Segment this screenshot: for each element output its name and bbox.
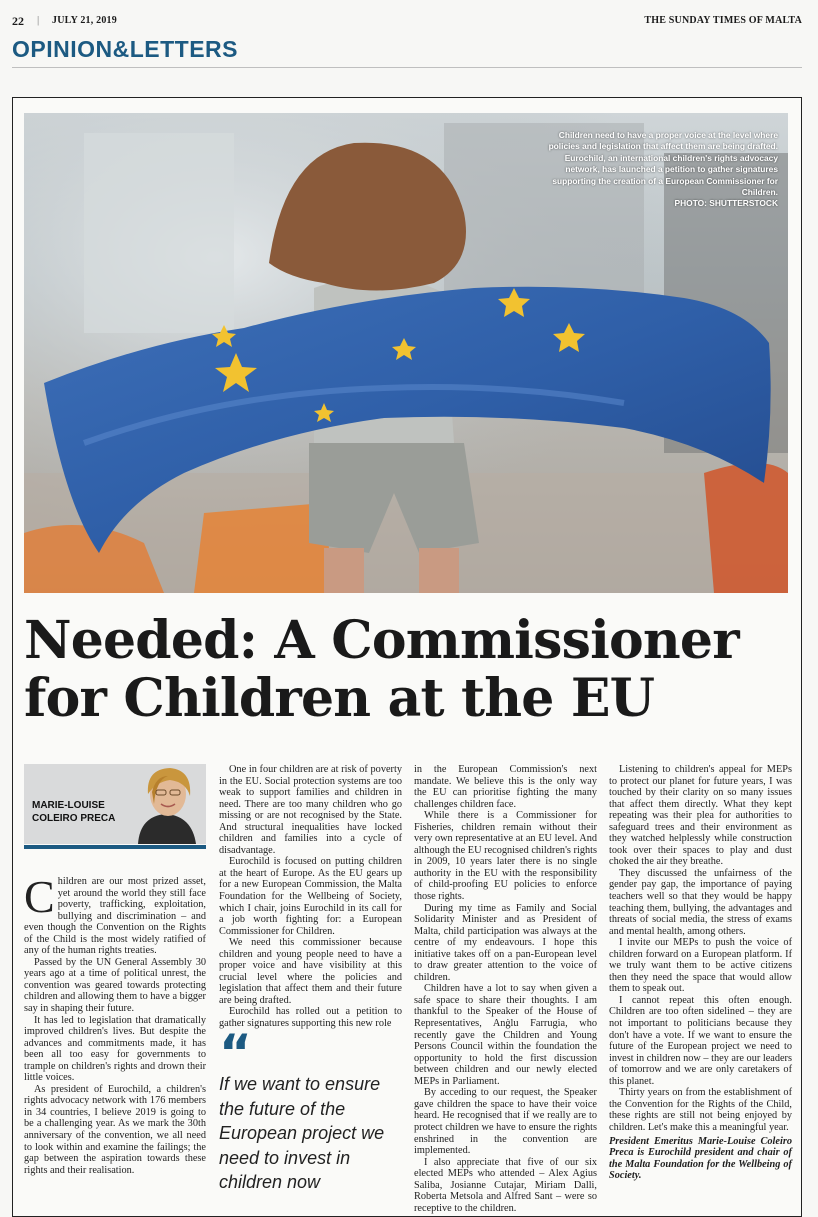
article-paragraph: I cannot repeat this often enough. Children are too often sidelined – they are not important to politicians because they don't have a vote. If we want to ensure the future of the European project we need to invest in children now – they are our leaders of tomorrow and we are only caretakers of this planet. [609,994,792,1087]
article-paragraph: in the European Commission's next mandate. We believe this is the only way the EU can prioritise fighting the many challenges children face. [414,764,597,810]
masthead [12,14,802,30]
photo-credit: PHOTO: SHUTTERSTOCK [674,198,778,209]
article-paragraph: Eurochild has rolled out a petition to gather signatures supporting this new role [219,1006,402,1030]
article-paragraph: Passed by the UN General Assembly 30 years ago at a time of political unrest, the convention was geared towards protecting children and allowing them to have a bigger say in shaping their future. [24,956,206,1015]
section-title: OPINION&LETTERS [12,36,239,62]
headline-line-2: for Children at the EU [24,668,655,729]
article-paragraph: By acceding to our request, the Speaker gave children the space to have their voice heard. He recognised that if we really are to protect children we have to ensure the rights enshrined in the convention are implemented. [414,1087,597,1157]
article-paragraph: Eurochild is focused on putting children at the heart of Europe. As the EU gears up for a new European Commission, the Malta Foundation for the Wellbeing of Society, which I chair, joins Eurochild in its call for a job worth fighting for: a European Commissioner for Children. [219,856,402,937]
author-first-name: MARIE-LOUISE [32,800,105,811]
orange-blur-right [704,463,788,593]
article-paragraph: Children have a lot to say when given a safe space to share their thoughts. I am thankful to the Speaker of the House of Representatives, Anġlu Farrugia, who recently gave the Children and Young Persons Council within the foundation the opportunity to hold the first discussion between children and our newly elected MEPs in Parliament. [414,983,597,1087]
article-paragraph: As president of Eurochild, a children's rights advocacy network with 176 members in 34 countries, I believe 2019 is going to be a challenging year. As we mark the 30th anniversary of the convention, we all need to look within and examine the failings; the gap between the aspiration towards these rights and their realisation. [24,1083,206,1176]
article-paragraph: Children are our most prized asset, yet around the world they still face poverty, trafficking, exploitation, bullying and discrimination – and even though the Convention on the Rights of the Child is the most widely ratified of any of the human rights treaties. [24,871,206,957]
article-paragraph: Thirty years on from the establishment of the Convention for the Rights of the Child, these rights are still not being enjoyed by children. Let's make this a meaningful year. [609,1087,792,1133]
masthead-separator: | [37,14,40,26]
article-photo [24,113,788,593]
author-photo [126,764,206,844]
drop-cap: C [24,871,55,922]
article-paragraph: We need this commissioner because children and young people need to have a proper voice and have visibility at this crucial level where the policies and legislation that affect them and their future are being drafted. [219,937,402,1006]
author-divider [24,845,206,849]
quote-icon: “ [219,1024,252,1082]
article-column-1 [24,871,206,1176]
article-paragraph: During my time as Family and Social Solidarity Minister and as President of Malta, child participation was always at the centre of my endeavours. I hope this initiative takes off on a pan-European level to draw greater attention to the voice of children. [414,902,597,983]
article-paragraph: One in four children are at risk of poverty in the EU. Social protection systems are too weak to support families and children in need. There are too many children who go missing or are not recognised by the State. And structural inequalities have locked children and families into a cycle of disadvantage. [219,764,402,856]
author-box [24,764,206,844]
section-header [12,34,802,68]
building-left [84,133,234,333]
child-leg-right [419,548,459,593]
photo-caption [538,130,778,210]
article-paragraph: It has led to legislation that dramatically improved children's lives. But despite the advances and commitments made, it has been all too easy for governments to trample on children's rights and drown their little voices. [24,1014,206,1084]
author-name [32,799,115,825]
article-column-3 [414,764,597,1214]
headline-line-1: Needed: A Commissioner [24,610,739,671]
photo-caption-text: Children need to have a proper voice at the level where policies and legislation that affect them are being drafted. Eurochild, an international children's rights advocacy network, has launched a petition to gather signatures supporting the creation of a European Commissioner for Children. [548,130,778,198]
headline [24,612,794,728]
article-column-2 [219,764,402,1030]
article-paragraph: I also appreciate that five of our six elected MEPs who attended – Alex Agius Saliba, Josianne Cutajar, Miriam Dalli, Roberta Metsola and Alfred Sant – were so receptive to the children. [414,1156,597,1214]
page-number: 22 [12,14,24,28]
article-column-4 [609,764,792,1182]
newspaper-name: THE SUNDAY TIMES OF MALTA [644,15,802,26]
article-paragraph: I invite our MEPs to push the voice of children forward on a European platform. If we truly want them to be active citizens then they need the space that would allow them to speak out. [609,937,792,995]
author-last-name: COLEIRO PRECA [32,813,116,824]
child-leg-left [324,548,364,593]
article-paragraph: While there is a Commissioner for Fisheries, children remain without their very own representative at an EU level. And although the EU recognised children's rights in 2009, 10 years later there is no single authority in the EU with the responsibility of child-proofing EU policies to enforce those rights. [414,810,597,903]
pull-quote: If we want to ensure the future of the European project we need to invest in children now [219,1074,385,1192]
issue-date: JULY 21, 2019 [52,15,117,26]
author-signoff: President Emeritus Marie-Louise Coleiro Preca is Eurochild president and chair of the Malta Foundation for the Wellbeing of Society. [609,1135,792,1182]
article-paragraph: Listening to children's appeal for MEPs to protect our planet for future years, I was touched by their clarity on so many issues that affect them directly. What they kept repeating was their plea for authorities to safeguard trees and their environment as they watched helplessly while construction took over their spaces to play and dust choked the air they breathe. [609,764,792,868]
article-paragraph: They discussed the unfairness of the gender pay gap, the importance of paying teachers well so that they would be happy teaching them, bullying, the advantages and threats of social media, the stress of exams and mental health, among others. [609,867,792,937]
